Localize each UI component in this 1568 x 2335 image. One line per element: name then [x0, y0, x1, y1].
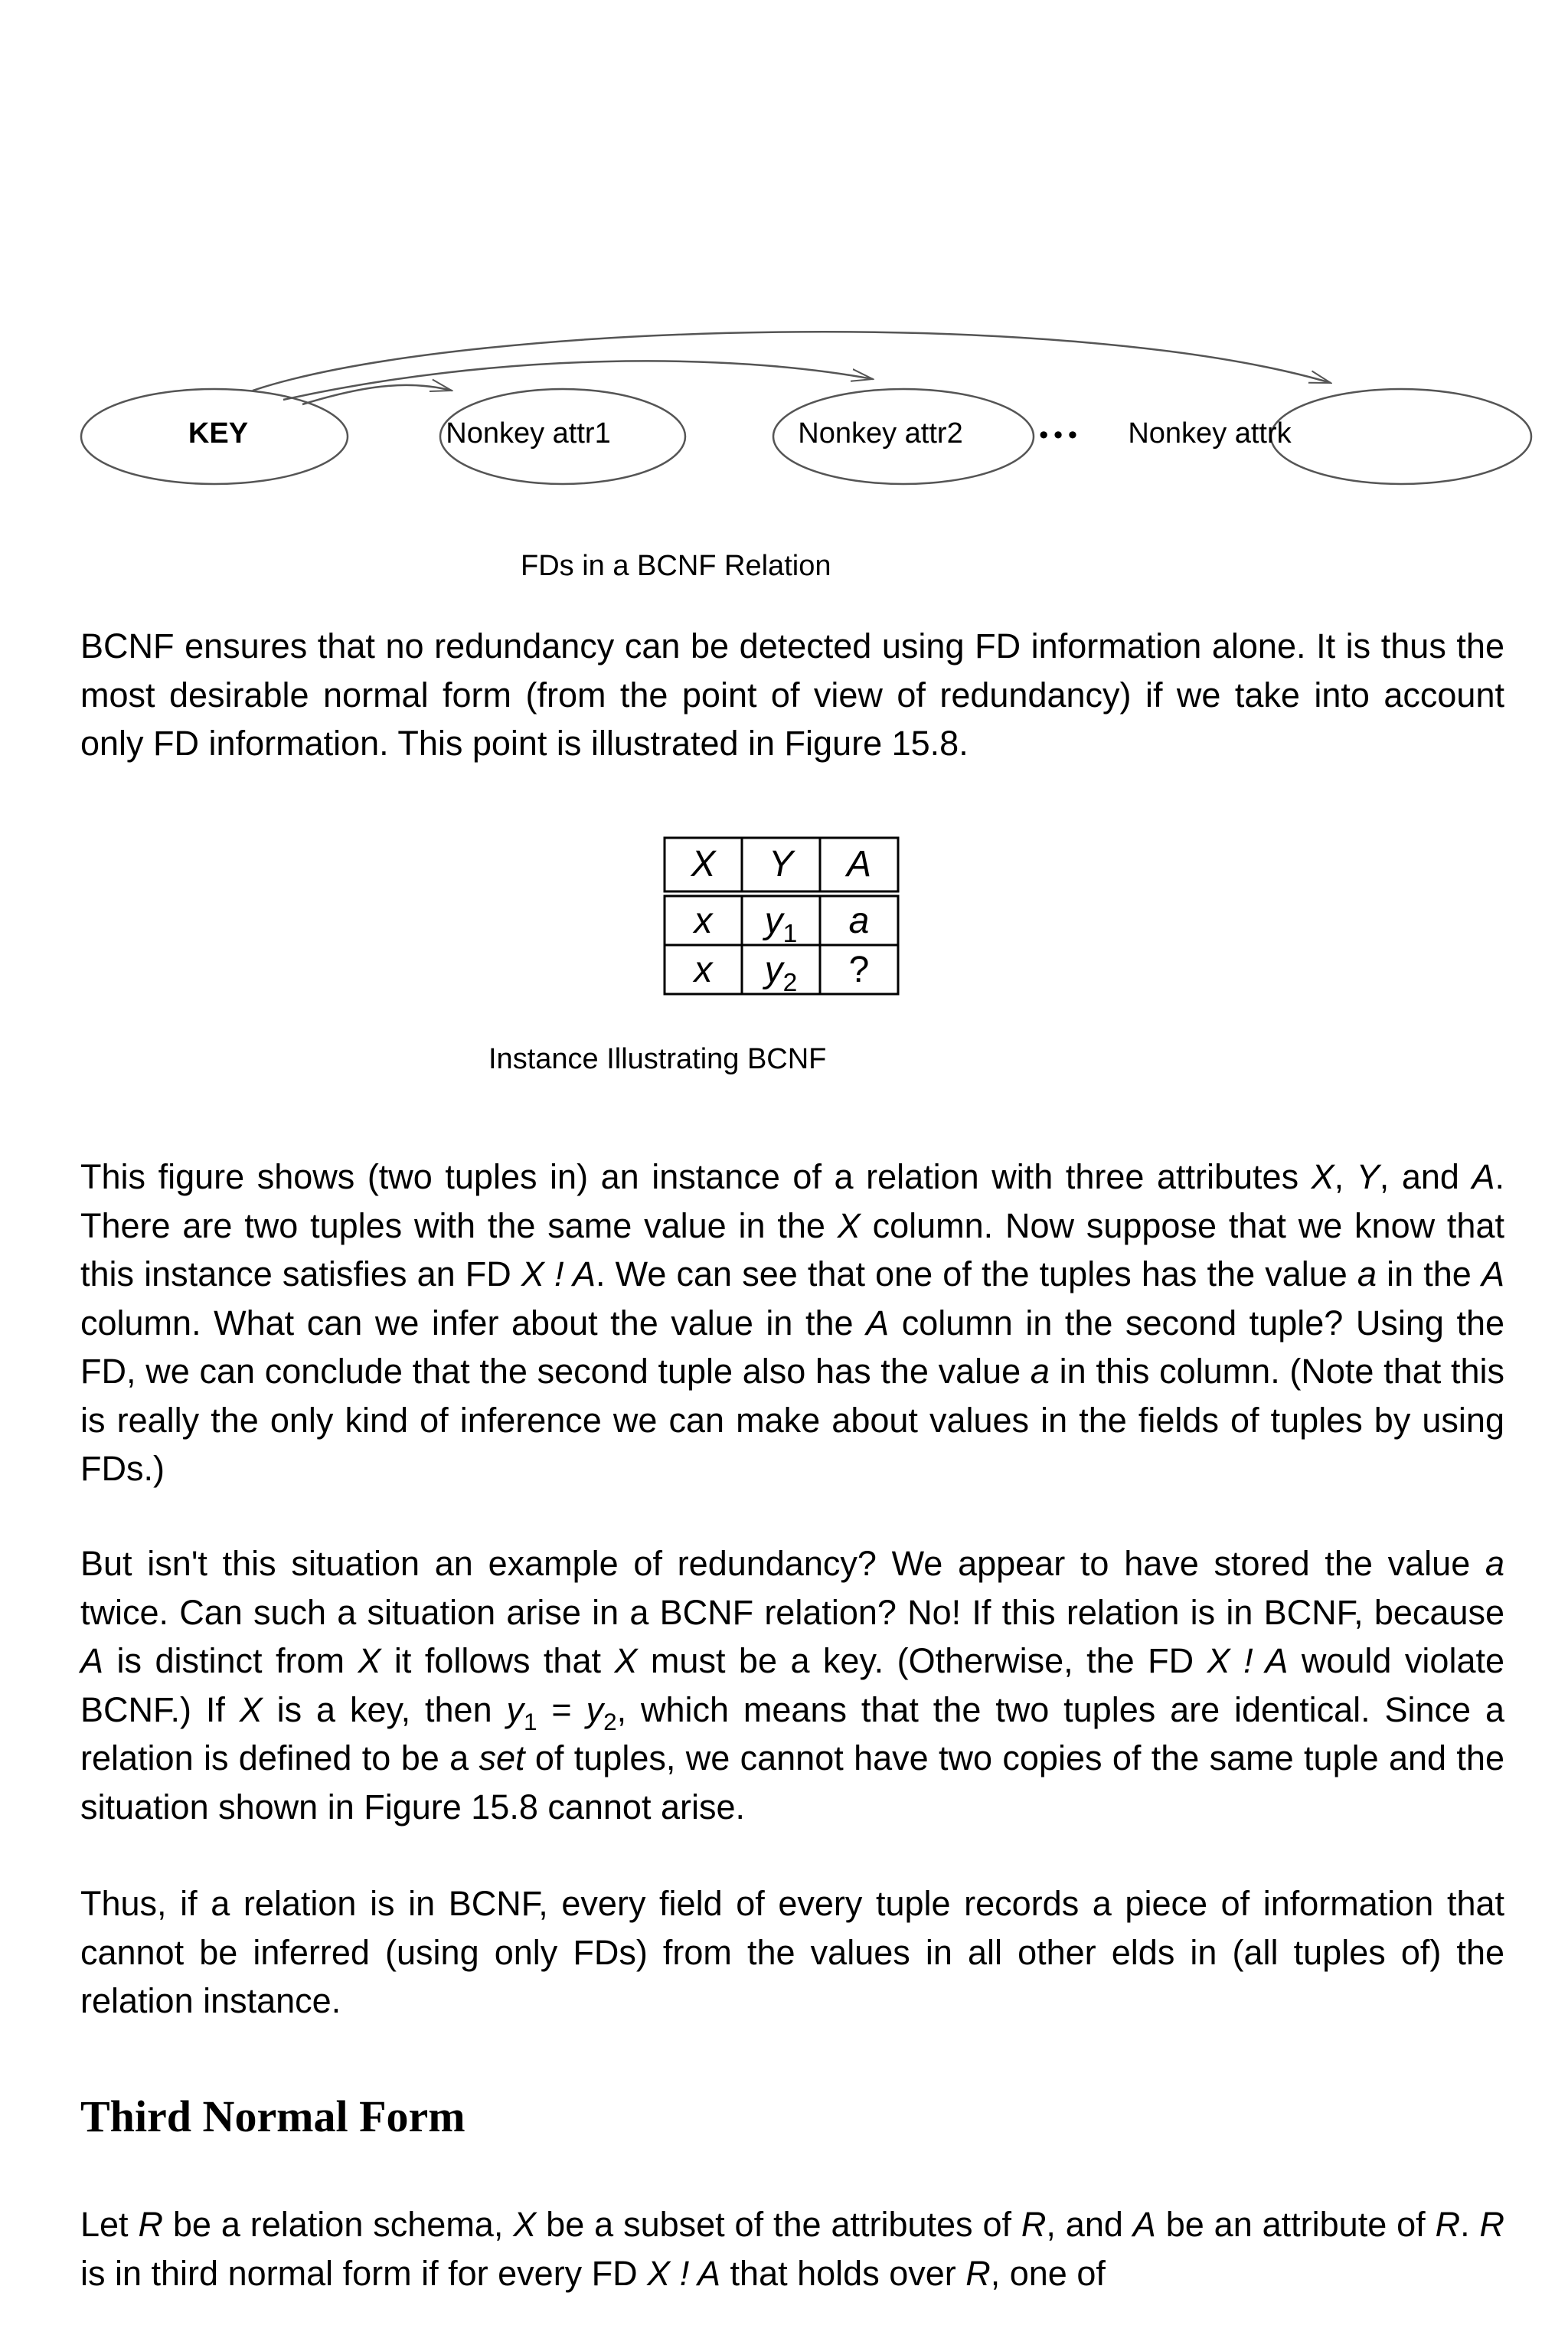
attr2-label: Nonkey attr2 [798, 417, 963, 450]
row1-y: $y_1$ [764, 901, 798, 948]
row2-y: $y_2$ [764, 950, 798, 997]
header-a: A [846, 844, 871, 885]
diagram-caption: FDs in a BCNF Relation [521, 550, 831, 582]
paragraph-5: Let R be a relation schema, X be a subset of the attributes of R, and A be an attribute of R. R is in third normal form if for every FD X ! A that holds over R, one of [80, 2205, 1504, 2293]
paragraph-2: This figure shows (two tuples in) an instance of a relation with three attributes X, Y, and A. There are two tuples with the same value in the X column. Now suppose that we know that this instance satisfies an FD X ! A. We can see that one of the tuples has the value a in the A column. What can we infer about the value in the A column in the second tuple? Using the FD, we can conclude that the second tuple also has the value a in this column. (Note that this is really the only kind of inference we can make about values in the fields of tuples by using FDs.) [80, 1157, 1505, 1488]
row2-x: x [694, 950, 713, 990]
fd-arrow-attr1 [302, 385, 452, 404]
header-x: X [691, 844, 716, 885]
bcnf-fd-diagram [0, 291, 1568, 521]
paragraph-4: Thus, if a relation is in BCNF, every field of every tuple records a piece of information that cannot be inferred (using only FDs) from the values in all other elds in (all tuples of) the relation instance. [80, 1884, 1504, 2020]
header-y: Y [768, 844, 793, 885]
row1-a: a [848, 901, 870, 941]
instance-table [663, 836, 900, 997]
attrk-node [1271, 389, 1531, 484]
paragraph-1: BCNF ensures that no redundancy can be detected using FD information alone. It is thus the most desirable normal form (from the point of view of redundancy) if we take into account only FD information. This point is illustrated in Figure 15.8. [80, 626, 1504, 763]
attr1-label: Nonkey attr1 [446, 417, 611, 450]
fd-arrow-attrk [253, 332, 1331, 391]
attrk-label: Nonkey attrk [1128, 417, 1292, 450]
row2-a: ? [848, 950, 870, 990]
section-heading: Third Normal Form [80, 2091, 466, 2141]
ellipsis-dots: ••• [1036, 421, 1080, 450]
fd-arrow-attr2 [283, 361, 873, 400]
table-caption: Instance Illustrating BCNF [488, 1043, 827, 1075]
key-label: KEY [188, 417, 249, 450]
row1-x: x [694, 901, 713, 941]
paragraph-3: But isn't this situation an example of redundancy? We appear to have stored the value a twice. Can such a situation arise in a BCNF relation? No! If this relation is in BCNF, because A is distinct from X it follows that X must be a key. (Otherwise, the FD X ! A would violate BCNF.) If X is a key, then $y_1 = y_2$, which means that the two tuples are identical. Since a relation is defined to be a set of tuples, we cannot have two copies of the same tuple and the situation shown in Figure 15.8 cannot arise. [80, 1544, 1504, 1826]
